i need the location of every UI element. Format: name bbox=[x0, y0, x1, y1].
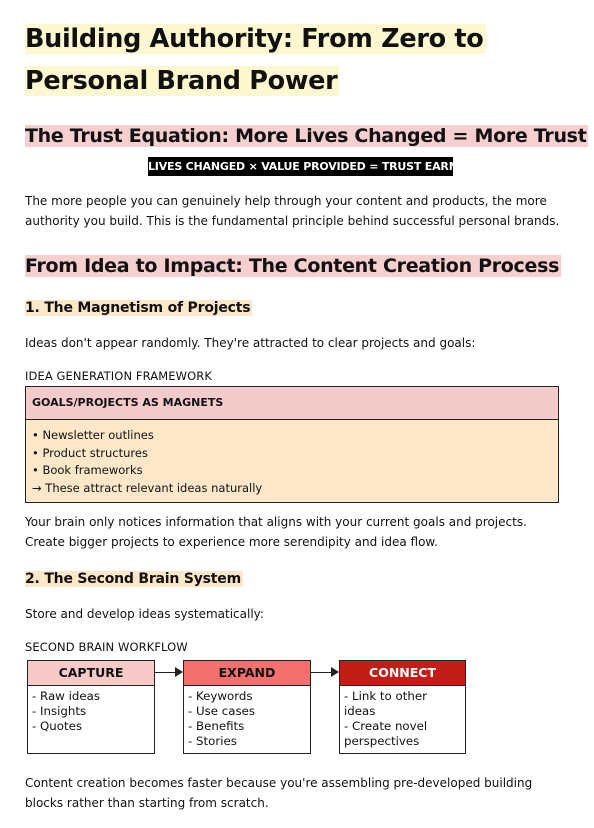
connect-box bbox=[339, 660, 466, 754]
connect-line: - Create novel bbox=[344, 719, 428, 733]
trust-heading: The Trust Equation: More Lives Changed = More Trust bbox=[25, 125, 587, 147]
expand-title: EXPAND bbox=[184, 661, 310, 686]
trust-section bbox=[25, 122, 588, 150]
framework-caption: IDEA GENERATION FRAMEWORK bbox=[25, 369, 212, 383]
expand-line: - Benefits bbox=[188, 719, 245, 733]
second-brain-body: Content creation becomes faster because you're assembling pre-developed building blocks rather than starting from scratch. bbox=[25, 776, 533, 810]
arrow-right-icon bbox=[331, 667, 339, 677]
expand-line: - Stories bbox=[188, 734, 237, 748]
magnetism-section bbox=[25, 297, 252, 319]
arrow-line bbox=[154, 672, 176, 673]
magnetism-heading: 1. The Magnetism of Projects bbox=[25, 300, 251, 316]
list-item: • Book frameworks bbox=[32, 463, 143, 478]
expand-line: - Use cases bbox=[188, 704, 256, 718]
expand-content bbox=[184, 686, 310, 749]
process-heading: From Idea to Impact: The Content Creation Process bbox=[25, 255, 560, 277]
page-title: Building Authority: From Zero to Personal Brand Power bbox=[25, 24, 484, 96]
second-brain-heading: 2. The Second Brain System bbox=[25, 571, 241, 587]
capture-line: - Insights bbox=[32, 704, 87, 718]
magnetism-intro: Ideas don't appear randomly. They're attracted to clear projects and goals: bbox=[25, 336, 476, 350]
list-item: • Product structures bbox=[32, 445, 148, 460]
list-item: → These attract relevant ideas naturally bbox=[32, 481, 263, 496]
second-brain-intro: Store and develop ideas systematically: bbox=[25, 607, 264, 621]
arrow-line bbox=[310, 672, 332, 673]
connect-content bbox=[340, 686, 465, 749]
trust-body: The more people you can genuinely help through your content and products, the more authority you build. This is the fundamental principle behind successful personal brands. bbox=[25, 194, 560, 228]
expand-box bbox=[183, 660, 311, 754]
table-header: GOALS/PROJECTS AS MAGNETS bbox=[26, 387, 558, 420]
capture-title: CAPTURE bbox=[28, 661, 154, 686]
process-section bbox=[25, 252, 561, 280]
connect-line: perspectives bbox=[344, 734, 420, 748]
capture-line: - Raw ideas bbox=[32, 689, 100, 703]
capture-line: - Quotes bbox=[32, 719, 83, 733]
expand-line: - Keywords bbox=[188, 689, 253, 703]
connect-title: CONNECT bbox=[340, 661, 465, 686]
arrow-right-icon bbox=[175, 667, 183, 677]
capture-content bbox=[28, 686, 154, 734]
connect-line: - Link to other bbox=[344, 689, 427, 703]
workflow-caption: SECOND BRAIN WORKFLOW bbox=[25, 640, 188, 654]
magnetism-body: Your brain only notices information that aligns with your current goals and projects. Create bigger projects to experience more serendipity and idea flow. bbox=[25, 515, 527, 549]
trust-equation: LIVES CHANGED × VALUE PROVIDED = TRUST EARNED bbox=[148, 157, 453, 176]
list-item: • Newsletter outlines bbox=[32, 428, 154, 442]
idea-framework-table bbox=[25, 386, 559, 503]
table-body bbox=[26, 420, 558, 502]
connect-line: ideas bbox=[344, 704, 376, 718]
capture-box bbox=[27, 660, 155, 754]
second-brain-section bbox=[25, 568, 243, 590]
